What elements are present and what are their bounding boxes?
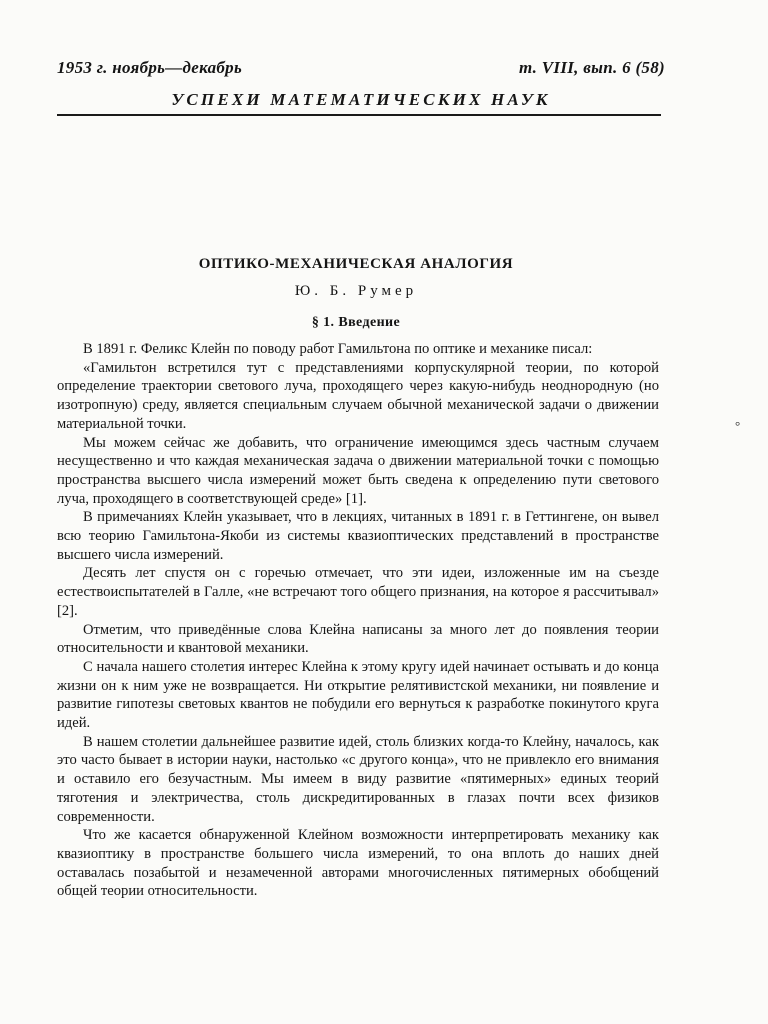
margin-mark: °: [735, 418, 741, 433]
volume-issue: т. VIII, вып. 6 (58): [518, 58, 665, 77]
paragraph: Отметим, что приведённые слова Клейна написаны за много лет до появления теории относительности и квантовой механики.: [57, 621, 659, 657]
section-heading: § 1. Введение: [311, 315, 401, 330]
running-header: [57, 58, 665, 82]
article-title: ОПТИКО-МЕХАНИЧЕСКАЯ АНАЛОГИЯ: [198, 256, 514, 272]
paragraph: В 1891 г. Феликс Клейн по поводу работ Гамильтона по оптике и механике писал:: [83, 341, 593, 357]
paragraph: «Гамильтон встретился тут с представлениями корпускулярной теории, по которой определение траектории светового луча, проходящего через какую-нибудь неоднородную (но изотропную) среду, является специальным случаем обычной механической задачи о движении материальной точки.: [57, 359, 659, 432]
author-name: Ю. Б. Румер: [294, 283, 418, 299]
paragraph: Десять лет спустя он с горечью отмечает, что эти идеи, изложенные им на съезде естествоиспытателей в Галле, «не встречают того общего признания, на которое я рассчитывал» [2].: [57, 565, 659, 619]
journal-title: УСПЕХИ МАТЕМАТИЧЕСКИХ НАУК: [171, 90, 551, 109]
issue-date: 1953 г. ноябрь—декабрь: [57, 58, 243, 77]
paragraph: Мы можем сейчас же добавить, что ограничение имеющимся здесь частным случаем несущественно и что каждая механическая задача о движении материальной точки с помощью пространства высшего числа измерений может быть сведена к определению пути светового луча, проходящего в соответствующей среде» [1].: [57, 434, 659, 507]
paragraph: В примечаниях Клейн указывает, что в лекциях, читанных в 1891 г. в Геттингене, он вывел всю теорию Гамильтона-Якоби из системы квазиоптических представлений в пространстве высшего числа измерений.: [57, 509, 659, 563]
header-rule: [57, 114, 661, 116]
paragraph: Что же касается обнаруженной Клейном возможности интерпретировать механику как квазиоптику в пространстве большего числа измерений, то она вплоть до наших дней оставалась позабытой и незамеченной авторами многочисленных пятимерных обобщений общей теории относительности.: [57, 827, 659, 900]
paragraph: С начала нашего столетия интерес Клейна к этому кругу идей начинает остывать и до конца жизни он к ним уже не возвращается. Ни открытие релятивистской механики, ни появление и развитие гипотезы световых квантов не побудили его вернуться к разработке покинутого круга идей.: [57, 658, 659, 732]
body-text: [57, 340, 659, 901]
paragraph: В нашем столетии дальнейшее развитие идей, столь близких когда-то Клейну, началось, как это часто бывает в истории науки, настолько «с другого конца», что не привлекло его внимания и оставило его безучастным. Мы имеем в виду развитие «пятимерных» единых теорий тяготения и электричества, столь дискредитированных в глазах почти всех физиков современности.: [57, 733, 659, 825]
